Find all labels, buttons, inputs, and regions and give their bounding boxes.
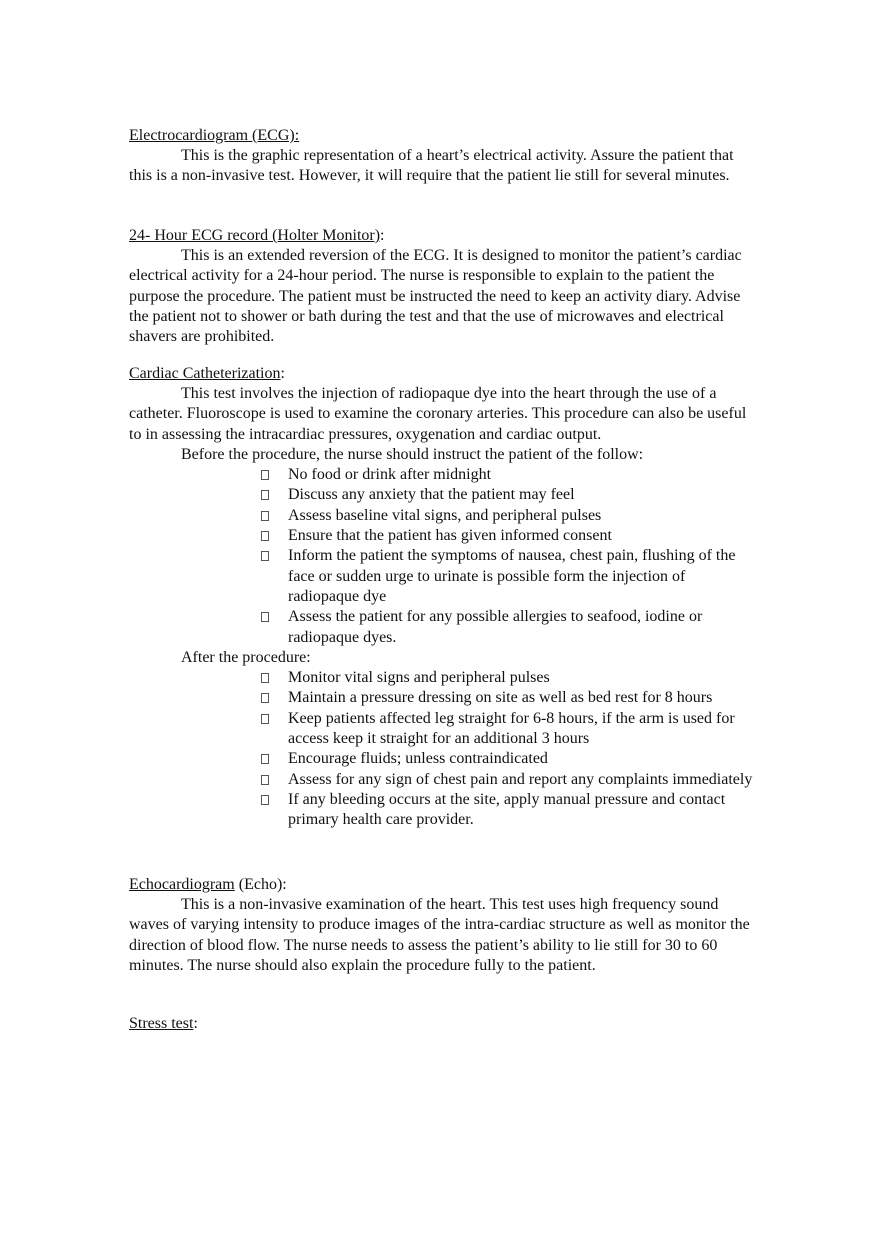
list-item <box>129 465 754 485</box>
heading-title: Stress test <box>129 1015 194 1032</box>
section-paragraph <box>129 146 754 187</box>
after-procedure-label: After the procedure: <box>181 648 311 666</box>
list-item-text: Keep patients affected leg straight for 6-8 hours, if the arm is used for access keep it straight for an additional 3 hours <box>288 709 735 748</box>
checkbox-bullet-icon <box>261 714 269 724</box>
heading-title: 24- Hour ECG record (Holter Monitor) <box>129 227 381 244</box>
section-paragraph <box>129 384 754 445</box>
heading-title: Echocardiogram <box>129 876 235 893</box>
section-heading <box>129 1014 754 1034</box>
before-procedure-label: Before the procedure, the nurse should instruct the patient of the follow: <box>181 445 644 463</box>
checkbox-bullet-icon <box>261 795 269 805</box>
checkbox-bullet-icon <box>261 612 269 622</box>
heading-suffix: (Echo): <box>234 876 287 893</box>
paragraph-text: This test involves the injection of radiopaque dye into the heart through the use of a catheter. Fluoroscope is used to examine the coronary arteries. This procedure can also be useful to in assessing the intracardiac pressures, oxygenation and cardiac output. <box>129 385 747 443</box>
section-holter-monitor <box>129 226 754 347</box>
paragraph-text: This is a non-invasive examination of the heart. This test uses high frequency sound waves of varying intensity to produce images of the intra-cardiac structure as well as monitor the direction of blood flow. The nurse needs to assess the patient’s ability to lie still for 30 to 60 minutes. The nurse should also explain the procedure fully to the patient. <box>129 896 750 974</box>
section-echocardiogram <box>129 875 754 976</box>
list-item-text: No food or drink after midnight <box>288 466 492 484</box>
list-item-text: Inform the patient the symptoms of nausea, chest pain, flushing of the face or sudden urge to urinate is possible form the injection of radiopaque dye <box>288 547 736 605</box>
list-item <box>129 485 754 505</box>
checkbox-bullet-icon <box>261 754 269 764</box>
heading-suffix: : <box>280 365 285 382</box>
section-heading <box>129 126 754 146</box>
list-item <box>129 546 754 607</box>
heading-suffix: : <box>193 1015 198 1032</box>
section-stress-test <box>129 1014 754 1034</box>
checkbox-bullet-icon <box>261 775 269 785</box>
list-item-text: Assess for any sign of chest pain and report any complaints immediately <box>288 770 753 788</box>
list-item <box>129 668 754 688</box>
checkbox-bullet-icon <box>261 551 269 561</box>
list-item-text: Assess the patient for any possible allergies to seafood, iodine or radiopaque dyes. <box>288 608 703 646</box>
section-cardiac-catheterization <box>129 364 754 831</box>
list-item-text: If any bleeding occurs at the site, apply manual pressure and contact primary health care provider. <box>288 790 726 829</box>
before-procedure-list <box>129 465 754 648</box>
list-item <box>129 688 754 708</box>
checkbox-bullet-icon <box>261 673 269 683</box>
list-item-text: Ensure that the patient has given informed consent <box>288 527 612 545</box>
list-item-text: Encourage fluids; unless contraindicated <box>288 750 548 768</box>
list-item-text: Maintain a pressure dressing on site as well as bed rest for 8 hours <box>288 689 713 707</box>
checkbox-bullet-icon <box>261 470 269 480</box>
section-heading <box>129 226 754 246</box>
checkbox-bullet-icon <box>261 490 269 500</box>
list-item <box>129 770 754 790</box>
section-heading <box>129 875 754 895</box>
checkbox-bullet-icon <box>261 531 269 541</box>
heading-title: Electrocardiogram (ECG): <box>129 127 300 144</box>
checkbox-bullet-icon <box>261 511 269 521</box>
section-ecg <box>129 126 754 187</box>
list-item <box>129 607 754 648</box>
list-item <box>129 790 754 831</box>
list-item-text: Discuss any anxiety that the patient may feel <box>288 486 575 504</box>
list-item <box>129 749 754 769</box>
section-paragraph <box>129 895 754 976</box>
list-item <box>129 506 754 526</box>
list-item <box>129 709 754 750</box>
list-item-text: Assess baseline vital signs, and peripheral pulses <box>288 506 602 524</box>
heading-title: Cardiac Catheterization <box>129 365 281 382</box>
paragraph-text: This is the graphic representation of a heart’s electrical activity. Assure the patient that this is a non-invasive test. However, it will require that the patient lie still for several minutes. <box>129 147 734 185</box>
checkbox-bullet-icon <box>261 693 269 703</box>
list-item <box>129 526 754 546</box>
after-procedure-list <box>129 668 754 830</box>
heading-suffix: : <box>380 227 385 244</box>
list-item-text: Monitor vital signs and peripheral pulses <box>288 669 550 687</box>
section-paragraph <box>129 246 754 347</box>
section-heading <box>129 364 754 384</box>
paragraph-text: This is an extended reversion of the ECG. It is designed to monitor the patient’s cardiac electrical activity for a 24-hour period. The nurse is responsible to explain to the patient the purpose the procedure. The patient must be instructed the need to keep an activity diary. Advise the patient not to shower or bath during the test and that the use of microwaves and electrical shavers are prohibited. <box>129 247 742 346</box>
